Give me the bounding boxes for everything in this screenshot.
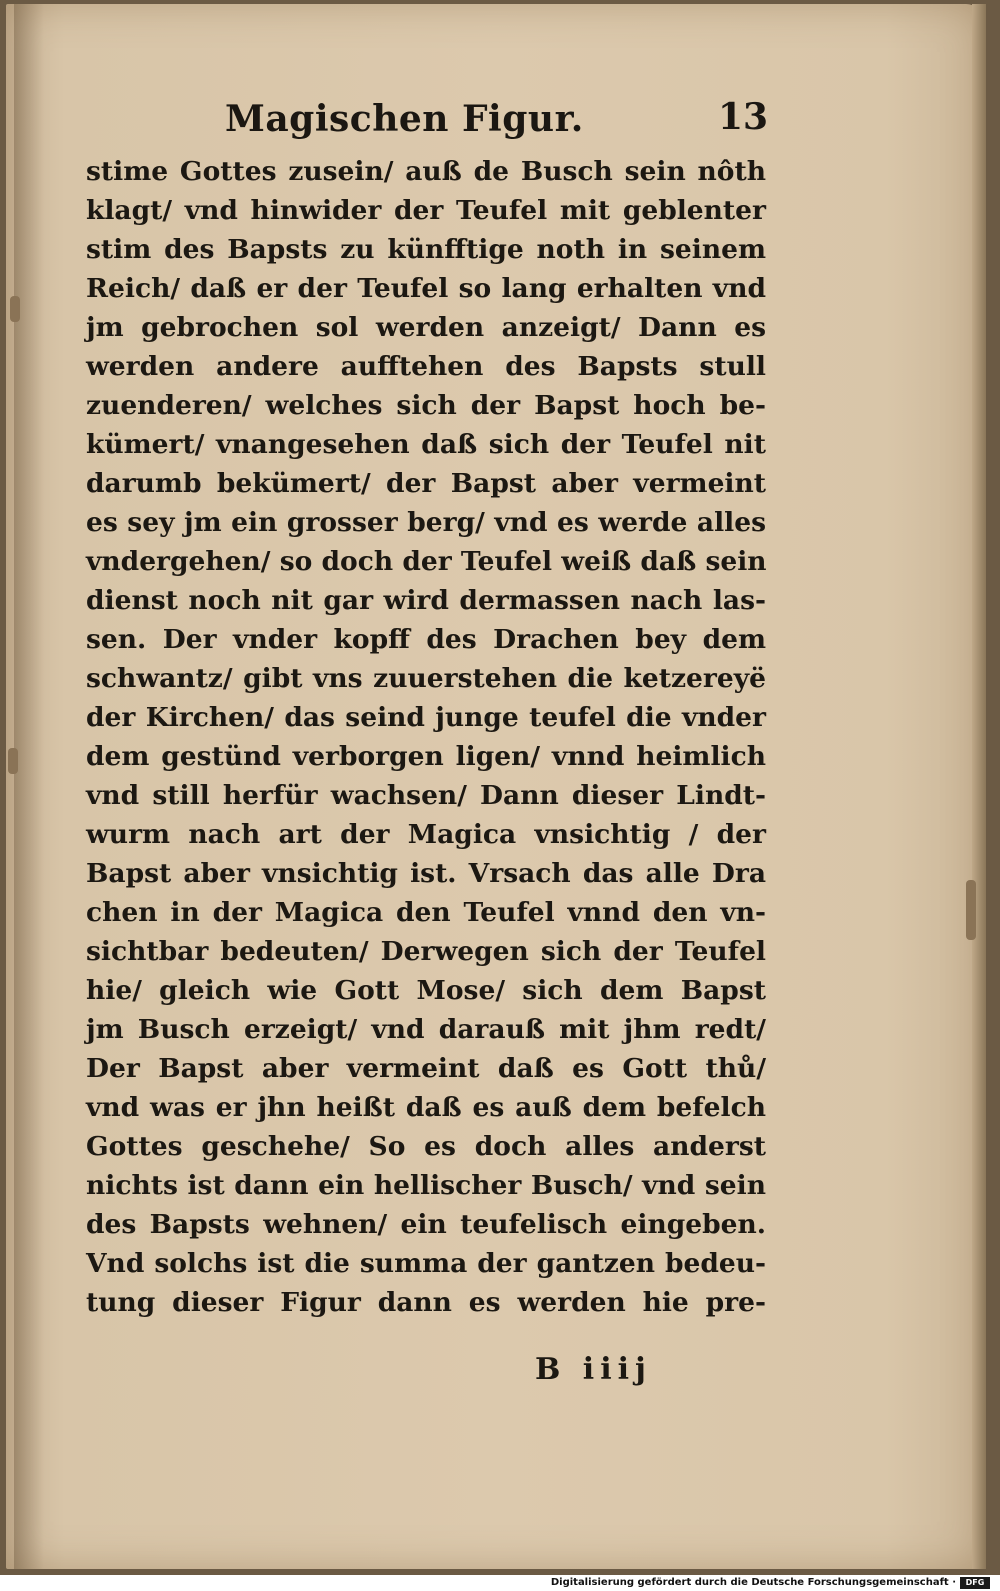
- signature-mark: B iiij: [535, 1352, 652, 1387]
- running-head: Magischen Figur.: [225, 98, 584, 140]
- text-line: vndergehen/ so doch der Teufel weiß daß sein: [86, 546, 767, 577]
- binding-mark-right: [966, 880, 976, 940]
- text-line: vnd still herfür wachsen/ Dann dieser Lindt-: [86, 780, 766, 811]
- text-line: Der Bapst aber vermeint daß es Gott thů/: [86, 1053, 766, 1084]
- text-line: werden andere aufftehen des Bapsts stull: [86, 351, 766, 382]
- text-line: Gottes geschehe/ So es doch alles anderst: [86, 1131, 766, 1162]
- text-line: chen in der Magica den Teufel vnnd den vn-: [86, 897, 766, 928]
- text-line: darumb bekümert/ der Bapst aber vermeint: [86, 468, 766, 499]
- page-number: 13: [718, 96, 769, 138]
- page-gutter-shadow: [14, 4, 44, 1569]
- text-line: nichts ist dann ein hellischer Busch/ vnd sein: [86, 1170, 766, 1201]
- text-line: vnd was er jhn heißt daß es auß dem befelch: [86, 1092, 766, 1123]
- text-line: zuenderen/ welches sich der Bapst hoch be-: [86, 390, 766, 421]
- binding-mark-top: [10, 296, 20, 322]
- body-text: [86, 152, 766, 1322]
- text-line: dienst noch nit gar wird dermassen nach las-: [86, 585, 766, 616]
- text-line: Vnd solchs ist die summa der gantzen bedeu-: [86, 1248, 766, 1279]
- text-line: der Kirchen/ das seind junge teufel die vnder: [86, 702, 766, 733]
- text-line: stim des Bapsts zu künfftige noth in seinem: [86, 234, 766, 265]
- text-line: kümert/ vnangesehen daß sich der Teufel nit: [86, 429, 766, 460]
- digitization-credit: Digitalisierung gefördert durch die Deutsche Forschungsgemeinschaft ·: [550, 1577, 956, 1588]
- text-line: klagt/ vnd hinwider der Teufel mit geblenter: [86, 195, 766, 226]
- text-line: wurm nach art der Magica vnsichtig / der: [86, 819, 766, 850]
- text-line: sen. Der vnder kopff des Drachen bey dem: [86, 624, 766, 655]
- page-edge: [972, 4, 986, 1569]
- text-line: jm Busch erzeigt/ vnd darauß mit jhm redt/: [86, 1014, 766, 1045]
- text-line: Bapst aber vnsichtig ist. Vrsach das alle Dra: [86, 858, 766, 889]
- text-line: Reich/ daß er der Teufel so lang erhalten vnd: [86, 273, 766, 304]
- text-line: tung dieser Figur dann es werden hie pre-: [86, 1287, 766, 1318]
- text-line: des Bapsts wehnen/ ein teufelisch eingeben.: [86, 1209, 766, 1240]
- text-line: es sey jm ein grosser berg/ vnd es werde alles: [86, 507, 766, 538]
- text-line: jm gebrochen sol werden anzeigt/ Dann es: [86, 312, 766, 343]
- binding-mark-middle: [8, 748, 18, 774]
- dfg-logo: DFG: [960, 1577, 990, 1589]
- text-line: dem gestünd verborgen ligen/ vnnd heimlich: [86, 741, 766, 772]
- text-line: sichtbar bedeuten/ Derwegen sich der Teufel: [86, 936, 766, 967]
- text-line: schwantz/ gibt vns zuuerstehen die ketzereyë: [86, 663, 766, 694]
- text-line: hie/ gleich wie Gott Mose/ sich dem Bapst: [86, 975, 766, 1006]
- text-line: stime Gottes zusein/ auß de Busch sein nôth: [86, 156, 766, 187]
